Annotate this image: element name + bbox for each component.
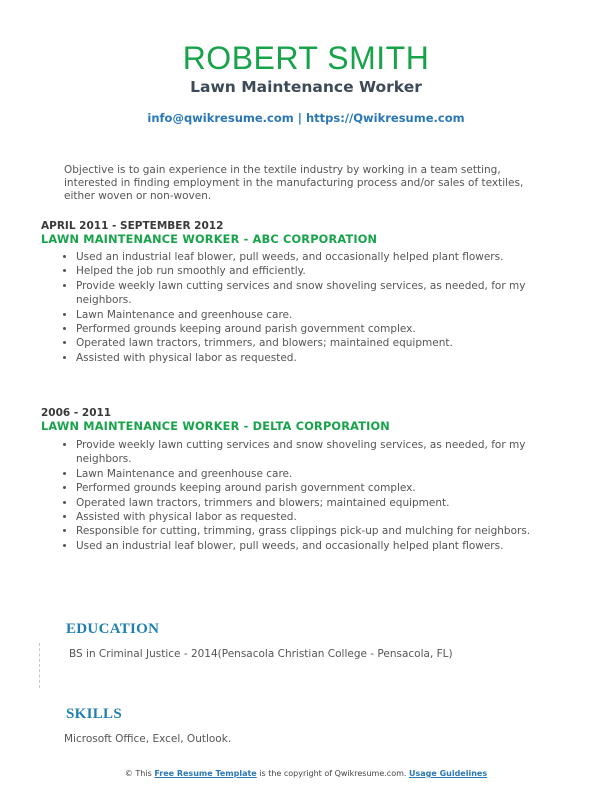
list-item: • Operated lawn tractors, trimmers and blowers; maintained equipment. <box>76 496 546 510</box>
list-item: • Helped the job run smoothly and efficiently. <box>76 264 546 278</box>
contact-line <box>0 110 612 126</box>
email-link[interactable]: info@qwikresume.com <box>147 111 294 125</box>
job-role: LAWN MAINTENANCE WORKER - ABC CORPORATION <box>41 233 378 246</box>
list-item: • Performed grounds keeping around parish government complex. <box>76 322 546 336</box>
list-item: • Assisted with physical labor as requested. <box>76 351 546 365</box>
free-resume-template-link[interactable]: Free Resume Template <box>154 769 257 778</box>
job-title: Lawn Maintenance Worker <box>190 78 422 96</box>
footer-prefix: © This <box>124 769 152 778</box>
contact-separator: | <box>297 111 302 125</box>
job-dates: 2006 - 2011 <box>41 407 112 419</box>
footer <box>0 768 612 780</box>
education-heading: EDUCATION <box>66 621 160 637</box>
list-item: • Used an industrial leaf blower, pull weeds, and occasionally helped plant flowers. <box>76 250 546 264</box>
list-item: • Assisted with physical labor as requested. <box>76 510 546 524</box>
candidate-name: ROBERT SMITH <box>182 40 430 76</box>
list-item: • Operated lawn tractors, trimmers, and blowers; maintained equipment. <box>76 336 546 350</box>
list-item: • Lawn Maintenance and greenhouse care. <box>76 467 546 481</box>
website-link[interactable]: https://Qwikresume.com <box>305 111 465 125</box>
list-item: • Used an industrial leaf blower, pull weeds, and occasionally helped plant flowers. <box>76 539 546 553</box>
skills-entry: Microsoft Office, Excel, Outlook. <box>64 733 232 745</box>
job-dates: APRIL 2011 - SEPTEMBER 2012 <box>41 220 224 232</box>
job-role: LAWN MAINTENANCE WORKER - DELTA CORPORATION <box>41 420 390 433</box>
skills-heading: SKILLS <box>66 706 122 722</box>
usage-guidelines-link[interactable]: Usage Guidelines <box>408 769 488 778</box>
list-item: • Responsible for cutting, trimming, grass clippings pick-up and mulching for neighbors. <box>76 524 546 538</box>
list-item: • Provide weekly lawn cutting services and snow shoveling services, as needed, for my neighbors. <box>76 438 546 467</box>
list-item: • Provide weekly lawn cutting services and snow shoveling services, as needed, for my neighbors. <box>76 279 546 308</box>
list-item: • Lawn Maintenance and greenhouse care. <box>76 308 546 322</box>
job-bullets <box>41 438 546 553</box>
section-divider <box>39 643 40 688</box>
education-entry: BS in Criminal Justice - 2014(Pensacola Christian College - Pensacola, FL) <box>69 648 453 660</box>
objective-text: Objective is to gain experience in the textile industry by working in a team setting, interested in finding employment in the manufacturing process and/or sales of textiles, either woven or non-woven. <box>64 164 524 202</box>
job-bullets <box>41 250 546 365</box>
list-item: • Performed grounds keeping around parish government complex. <box>76 481 546 495</box>
footer-middle: is the copyright of Qwikresume.com. <box>259 769 407 778</box>
